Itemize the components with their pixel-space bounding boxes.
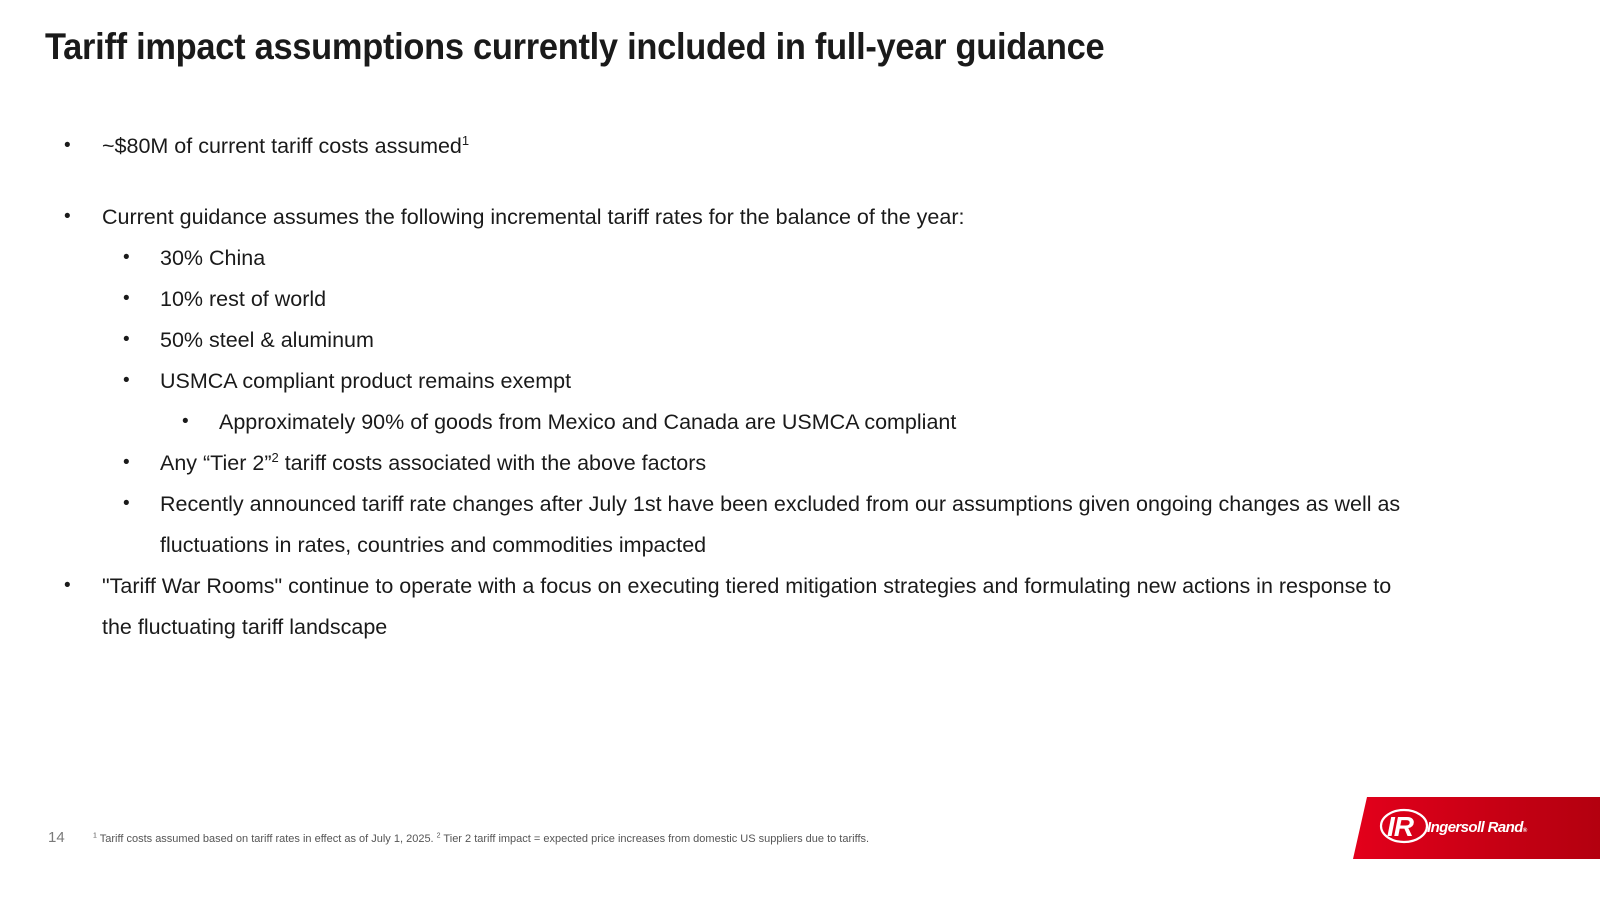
footnote-ref-1: 1: [461, 132, 470, 148]
bullet-marker: •: [64, 135, 71, 156]
bullet-marker: •: [123, 247, 130, 268]
footnote-text-2: Tier 2 tariff impact = expected price increases from domestic US suppliers due to tariffs.: [440, 833, 870, 845]
bullet-text: USMCA compliant product remains exempt: [160, 369, 572, 393]
company-logo: [1353, 797, 1600, 859]
bullet-text-line-2: the fluctuating tariff landscape: [102, 615, 388, 639]
slide-title: Tariff impact assumptions currently included in full-year guidance: [45, 26, 1105, 67]
logo-registered-mark: ®: [1522, 828, 1527, 834]
footnote-marker-2: 2: [436, 832, 441, 840]
bullet-text-line-2: fluctuations in rates, countries and commodities impacted: [160, 533, 707, 557]
bullet-text: 50% steel & aluminum: [160, 328, 374, 352]
bullet-marker: •: [123, 452, 130, 473]
bullet-text-after: tariff costs associated with the above factors: [278, 451, 707, 475]
bullet-text-line-1: "Tariff War Rooms" continue to operate with a focus on executing tiered mitigation strategies and formulating new actions in response to: [102, 574, 1392, 598]
bullet-text-line-1: Recently announced tariff rate changes after July 1st have been excluded from our assumptions given ongoing changes as well as: [160, 492, 1401, 516]
bullet-text: Approximately 90% of goods from Mexico and Canada are USMCA compliant: [219, 410, 957, 434]
footnote-marker-1: 1: [93, 832, 97, 840]
footnote-ref-2: 2: [271, 449, 279, 465]
bullet-marker: •: [64, 206, 71, 227]
bullet-text: ~$80M of current tariff costs assumed: [102, 134, 462, 158]
bullet-text: Current guidance assumes the following incremental tariff rates for the balance of the year:: [102, 205, 965, 229]
logo-mark: IR: [1387, 811, 1413, 842]
footnote-text-1: Tariff costs assumed based on tariff rates in effect as of July 1, 2025.: [96, 833, 437, 845]
bullet-marker: •: [123, 370, 130, 391]
bullet-text-before: Any “Tier 2”: [160, 451, 272, 475]
footnote: [93, 833, 869, 845]
bullet-marker: •: [123, 493, 130, 514]
bullet-marker: •: [182, 411, 189, 432]
bullet-marker: •: [64, 575, 71, 596]
bullet-marker: •: [123, 329, 130, 350]
bullet-text: 30% China: [160, 246, 266, 270]
bullet-marker: •: [123, 288, 130, 309]
bullet-text: 10% rest of world: [160, 287, 327, 311]
page-number: 14: [48, 829, 65, 846]
logo-wordmark: Ingersoll Rand: [1427, 819, 1523, 836]
